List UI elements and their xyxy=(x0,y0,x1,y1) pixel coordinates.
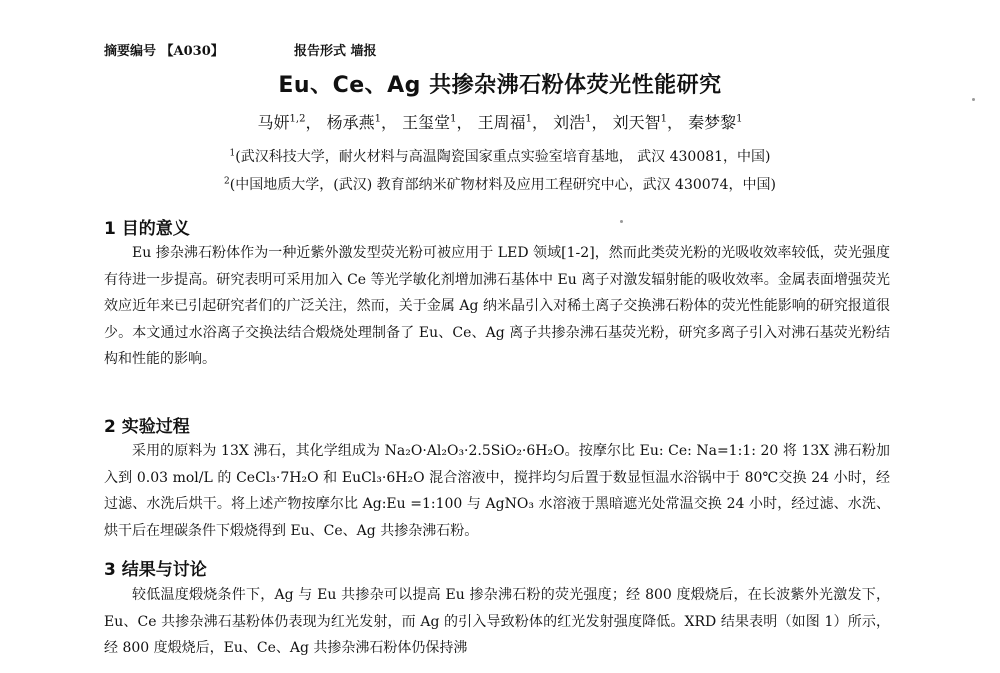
author: 刘浩$^1$， xyxy=(553,113,608,132)
affiliation-2: $^2$(中国地质大学，(武汉) 教育部纳米矿物材料及应用工程研究中心，武汉 430074，中国) xyxy=(224,176,776,193)
author: 秦梦黎$^1$ xyxy=(688,113,743,132)
author: 杨承燕$^1$， xyxy=(326,113,397,132)
section-body-results: 较低温度煅烧条件下，Ag 与 Eu 共掺杂可以提高 Eu 掺杂沸石粉的荧光强度；经 800 度煅烧后，在长波紫外光激发下，Eu、Ce 共掺杂沸石基粉体仍表现为红光发射，而 Ag 的引入导致粉体的红光发射强度降低。XRD 结果表明（如图 1）所示，经 800 度煅烧后，Eu、Ce、Ag 共掺杂沸石粉体仍保持沸 xyxy=(104,587,890,656)
author-list xyxy=(0,110,1000,133)
author: 王玺堂$^1$， xyxy=(402,113,473,132)
section-heading-purpose: 1 目的意义 xyxy=(104,219,190,239)
author: 王周福$^1$， xyxy=(477,113,548,132)
author: 马妍$^{1,2}$， xyxy=(257,113,322,132)
abstract-code: 摘要编号 【A030】 xyxy=(104,44,224,59)
report-meta xyxy=(104,40,377,59)
scan-speck xyxy=(620,220,623,223)
author: 刘天智$^1$， xyxy=(612,113,683,132)
report-form: 报告形式 墙报 xyxy=(294,44,377,59)
paper-title: Eu、Ce、Ag 共掺杂沸石粉体荧光性能研究 xyxy=(278,73,722,98)
section-heading-experiment: 2 实验过程 xyxy=(104,417,190,437)
affiliation-1: $^1$(武汉科技大学，耐火材料与高温陶瓷国家重点实验室培育基地， 武汉 430081，中国) xyxy=(229,148,771,165)
section-body-purpose: Eu 掺杂沸石粉体作为一种近紫外激发型荧光粉可被应用于 LED 领域[1-2]，然而此类荧光粉的光吸收效率较低，荧光强度有待进一步提高。研究表明可采用加入 Ce 等光学敏化剂增加沸石基体中 Eu 离子对激发辐射能的吸收效率。金属表面增强荧光效应近年来已引起研究者们的广泛关注，然而，关于金属 Ag 纳米晶引入对稀土离子交换沸石粉体的荧光性能影响的研究报道很少。本文通过水浴离子交换法结合煅烧处理制备了 Eu、Ce、Ag 离子共掺杂沸石基荧光粉，研究多离子引入对沸石基荧光粉结构和性能的影响。 xyxy=(104,245,890,367)
section-body-experiment: 采用的原料为 13X 沸石，其化学组成为 Na₂O·Al₂O₃·2.5SiO₂·6H₂O。按摩尔比 Eu: Ce: Na=1:1: 20 将 13X 沸石粉加入到 0.03 mol/L 的 CeCl₃·7H₂O 和 EuCl₃·6H₂O 混合溶液中，搅拌均匀后置于数显恒温水浴锅中于 80℃交换 24 小时，经过滤、水洗后烘干。将上述产物按摩尔比 Ag:Eu =1:100 与 AgNO₃ 水溶液于黑暗遮光处常温交换 24 小时，经过滤、水洗、烘干后在埋碳条件下煅烧得到 Eu、Ce、Ag 共掺杂沸石粉。 xyxy=(104,443,890,539)
scan-speck xyxy=(972,98,975,101)
section-heading-results: 3 结果与讨论 xyxy=(104,560,207,580)
